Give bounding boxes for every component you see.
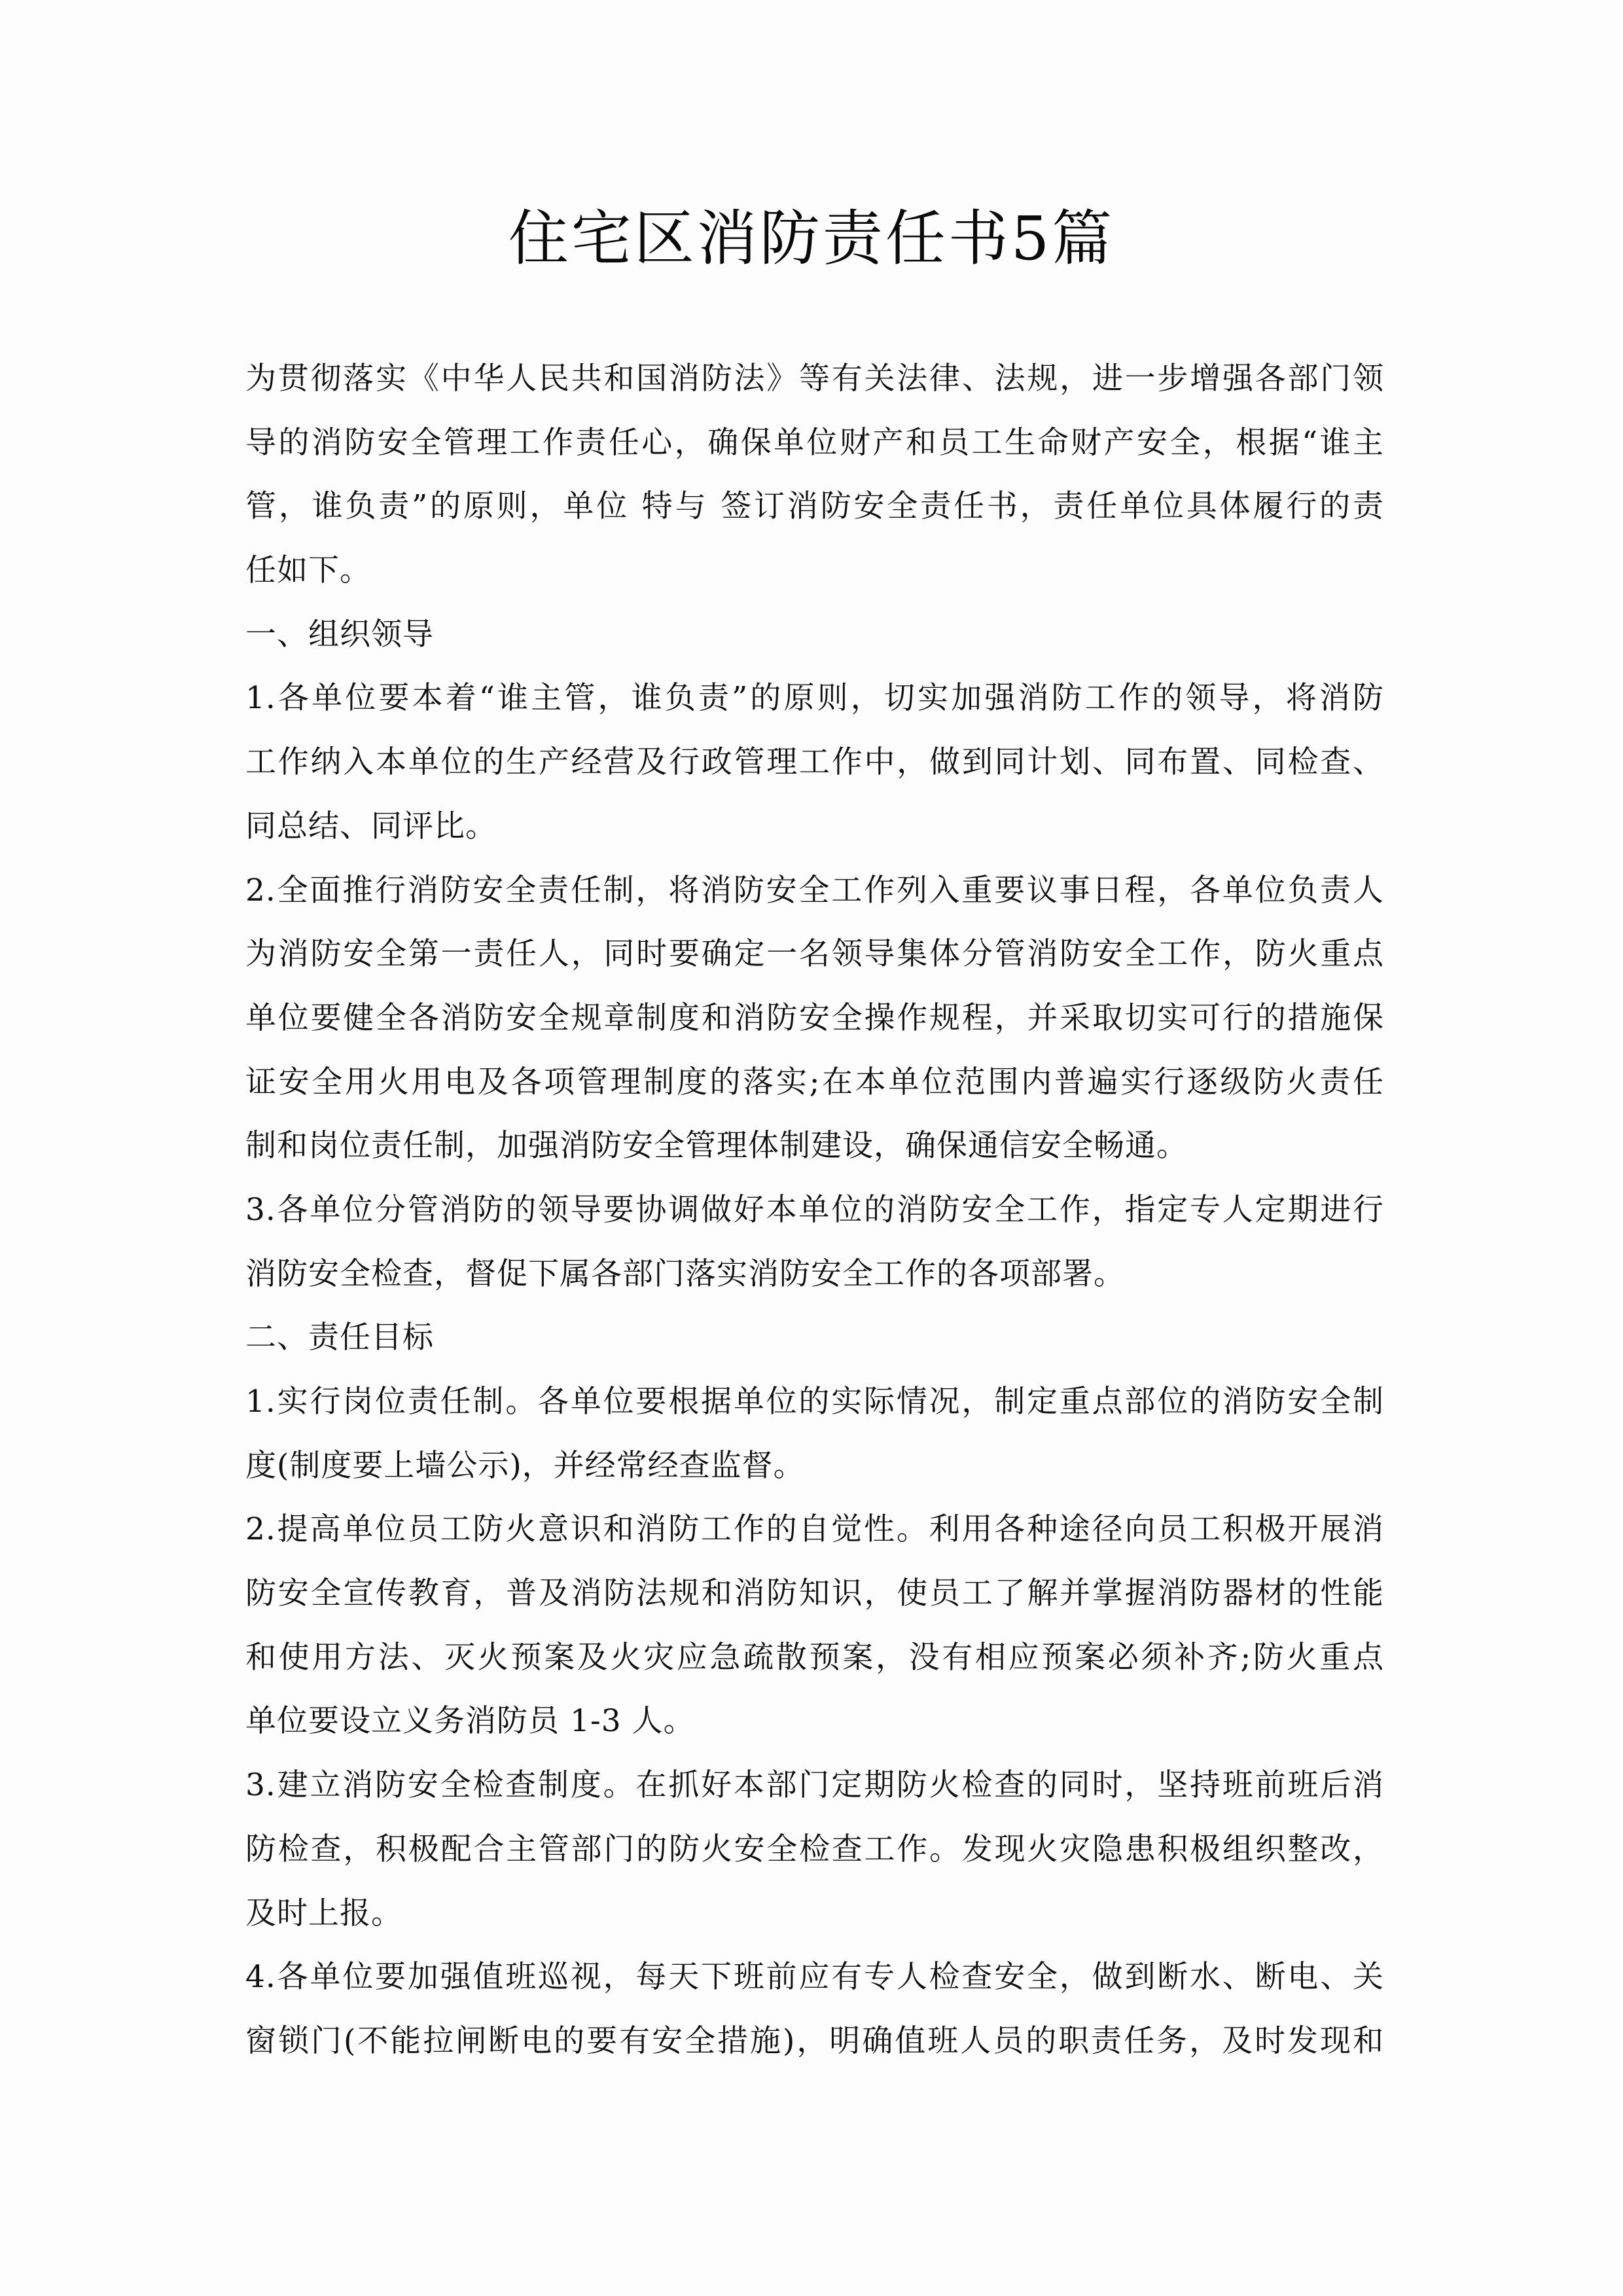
paragraph-line: 工作纳入本单位的生产经营及行政管理工作中，做到同计划、同布置、同检查、 [245, 744, 1384, 781]
section-heading-organization: 一、组织领导 [245, 616, 434, 653]
paragraph-line: 导的消防安全管理工作责任心，确保单位财产和员工生命财产安全，根据“谁主 [245, 424, 1384, 461]
paragraph-line: 同总结、同评比。 [245, 808, 497, 844]
paragraph-line: 为贯彻落实《中华人民共和国消防法》等有关法律、法规，进一步增强各部门领 [245, 361, 1384, 397]
paragraph-line: 窗锁门(不能拉闸断电的要有安全措施)，明确值班人员的职责任务，及时发现和 [245, 2022, 1384, 2059]
paragraph-line: 制和岗位责任制，加强消防安全管理体制建设，确保通信安全畅通。 [245, 1128, 1188, 1164]
paragraph-line: 2.提高单位员工防火意识和消防工作的自觉性。利用各种途径向员工积极开展消 [245, 1511, 1384, 1548]
document-title: 住宅区消防责任书5篇 [508, 204, 1115, 274]
document-body [245, 347, 1384, 2073]
paragraph-line: 防安全宣传教育，普及消防法规和消防知识，使员工了解并掌握消防器材的性能 [245, 1575, 1384, 1612]
paragraph-line: 防检查，积极配合主管部门的防火安全检查工作。发现火灾隐患积极组织整改， [245, 1831, 1384, 1867]
paragraph-line: 度(制度要上墙公示)，并经常经查监督。 [245, 1447, 805, 1484]
paragraph-line: 单位要设立义务消防员 1-3 人。 [245, 1703, 695, 1740]
paragraph-line: 2.全面推行消防安全责任制，将消防安全工作列入重要议事日程，各单位负责人 [245, 872, 1384, 908]
paragraph-line: 管，谁负责”的原则，单位 特与 签订消防安全责任书，责任单位具体履行的责 [245, 488, 1384, 525]
paragraph-line: 和使用方法、灭火预案及火灾应急疏散预案，没有相应预案必须补齐;防火重点 [245, 1639, 1384, 1676]
paragraph-line: 证安全用火用电及各项管理制度的落实;在本单位范围内普遍实行逐级防火责任 [245, 1064, 1384, 1100]
section-heading-targets: 二、责任目标 [245, 1319, 434, 1356]
paragraph-line: 1.实行岗位责任制。各单位要根据单位的实际情况，制定重点部位的消防安全制 [245, 1384, 1384, 1420]
paragraph-line: 3.建立消防安全检查制度。在抓好本部门定期防火检查的同时，坚持班前班后消 [245, 1767, 1384, 1804]
paragraph-line: 1.各单位要本着“谁主管，谁负责”的原则，切实加强消防工作的领导，将消防 [245, 680, 1384, 717]
paragraph-line: 单位要健全各消防安全规章制度和消防安全操作规程，并采取切实可行的措施保 [245, 999, 1384, 1036]
paragraph-line: 3.各单位分管消防的领导要协调做好本单位的消防安全工作，指定专人定期进行 [245, 1191, 1384, 1228]
paragraph-line: 4.各单位要加强值班巡视，每天下班前应有专人检查安全，做到断水、断电、关 [245, 1959, 1384, 1996]
paragraph-line: 消防安全检查，督促下属各部门落实消防安全工作的各项部署。 [245, 1255, 1125, 1292]
paragraph-line: 及时上报。 [245, 1895, 402, 1931]
paragraph-line: 为消防安全第一责任人，同时要确定一名领导集体分管消防安全工作，防火重点 [245, 936, 1384, 973]
paragraph-line: 任如下。 [245, 552, 371, 589]
